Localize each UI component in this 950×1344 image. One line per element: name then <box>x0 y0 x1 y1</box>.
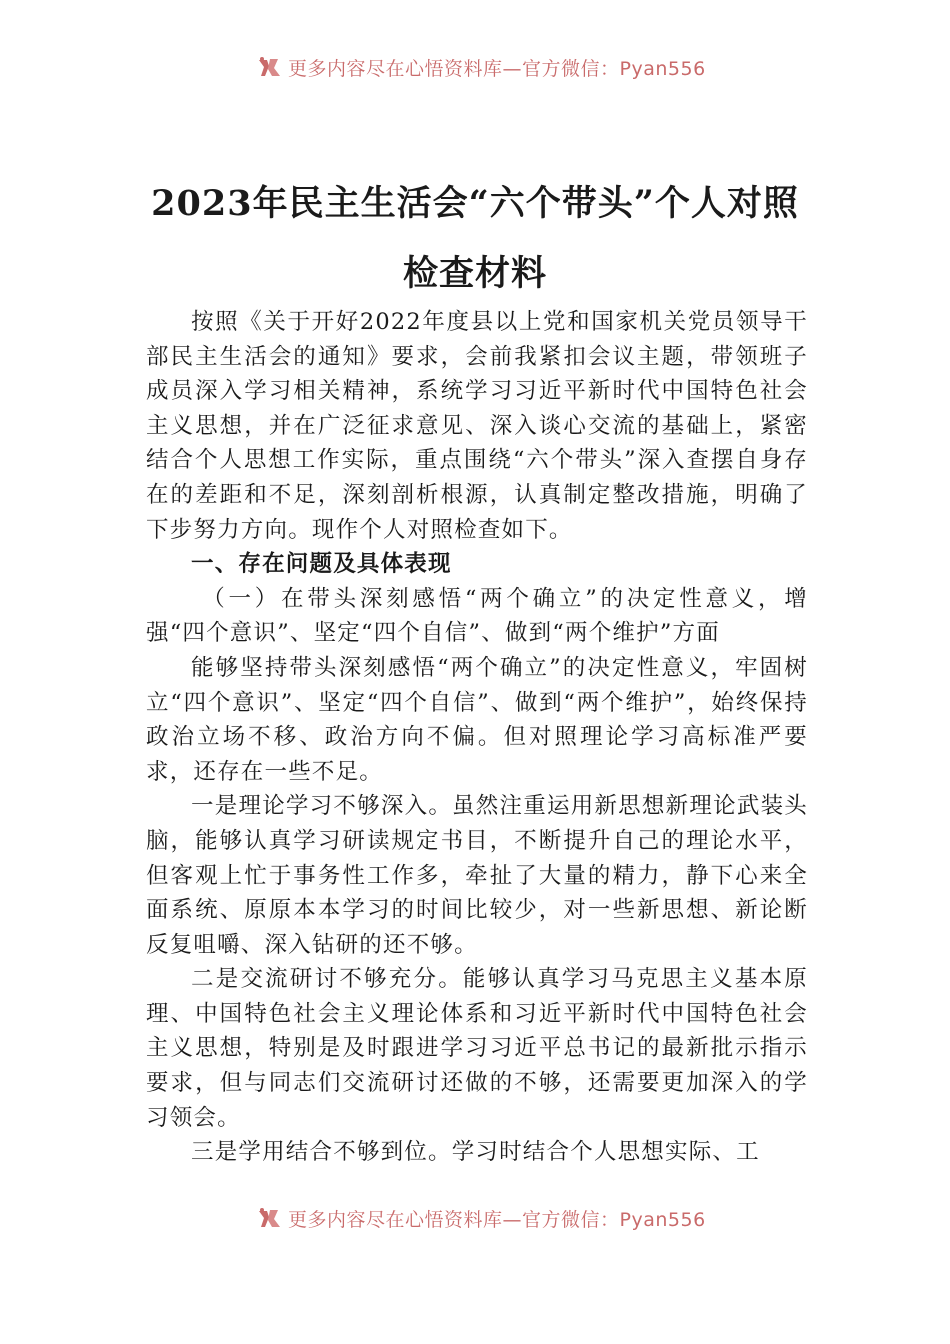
watermark-banner-bottom <box>0 1205 950 1237</box>
document-title-line-2: 检查材料 <box>402 253 547 294</box>
subsection-heading: （一）在带头深刻感悟“两个确立”的决定性意义，增强“四个意识”、坚定“四个自信”、做到“两个维护”方面 <box>146 585 808 647</box>
body-paragraph: 一是理论学习不够深入。虽然注重运用新思想新理论武装头脑，能够认真学习研读规定书目，不断提升自己的理论水平，但客观上忙于事务性工作多，牵扯了大量的精力，静下心来全面系统、原原本本学习的时间比较少，对一些新思想、新论断反复咀嚼、深入钻研的还不够。 <box>146 793 808 958</box>
intro-paragraph: 按照《关于开好2022年度县以上党和国家机关党员领导干部民主生活会的通知》要求，会前我紧扣会议主题，带领班子成员深入学习相关精神，系统学习习近平新时代中国特色社会主义思想，并在广泛征求意见、深入谈心交流的基础上，紧密结合个人思想工作实际，重点围绕“六个带头”深入查摆自身存在的差距和不足，深刻剖析根源，认真制定整改措施，明确了下步努力方向。现作个人对照检查如下。 <box>146 309 808 543</box>
watermark-text: 更多内容尽在心悟资料库—官方微信：Pyan556 <box>288 1209 706 1231</box>
watermark-banner-top <box>0 54 950 86</box>
watermark-text: 更多内容尽在心悟资料库—官方微信：Pyan556 <box>288 58 706 80</box>
watermark-logo-icon <box>256 56 284 80</box>
body-paragraph: 三是学用结合不够到位。学习时结合个人思想实际、工 <box>191 1139 760 1166</box>
watermark-logo-icon <box>256 1207 284 1231</box>
document-title-line-1: 2023年民主生活会“六个带头”个人对照 <box>151 183 799 224</box>
document-body <box>146 305 808 1170</box>
body-paragraph: 二是交流研讨不够充分。能够认真学习马克思主义基本原理、中国特色社会主义理论体系和习近平新时代中国特色社会主义思想，特别是及时跟进学习习近平总书记的最新批示指示要求，但与同志们交流研讨还做的不够，还需要更加深入的学习领会。 <box>146 966 808 1131</box>
body-paragraph: 能够坚持带头深刻感悟“两个确立”的决定性意义，牢固树立“四个意识”、坚定“四个自信”、做到“两个维护”，始终保持政治立场不移、政治方向不偏。但对照理论学习高标准严要求，还存在一些不足。 <box>146 654 808 785</box>
section-heading: 一、存在问题及具体表现 <box>191 551 452 578</box>
